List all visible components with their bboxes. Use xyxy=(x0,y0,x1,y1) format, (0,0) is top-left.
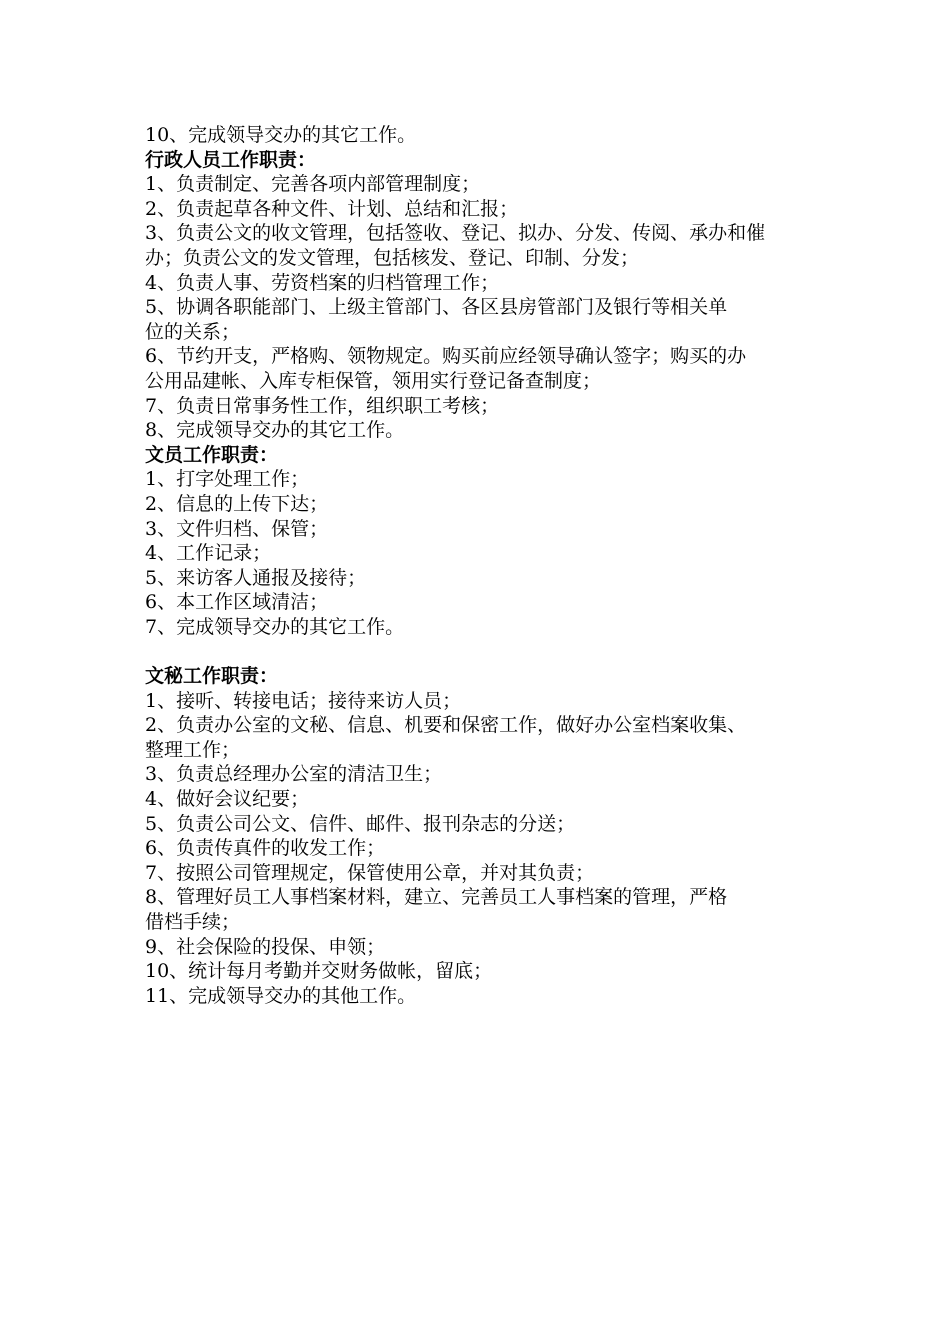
secretary-duty-line: 6、负责传真件的收发工作； xyxy=(145,837,386,860)
secretary-duty-line: 整理工作； xyxy=(145,738,241,761)
secretary-duties-section xyxy=(145,664,817,1008)
intro-section xyxy=(145,123,817,148)
clerk-duties-section xyxy=(145,443,817,640)
secretary-duty-line: 8、管理好员工人事档案材料，建立、完善员工人事档案的管理，严格 xyxy=(145,886,728,909)
secretary-duty-line: 5、负责公司公文、信件、邮件、报刊杂志的分送； xyxy=(145,812,576,835)
secretary-duty-line: 11、完成领导交办的其他工作。 xyxy=(145,984,417,1007)
admin-duty-line: 1、负责制定、完善各项内部管理制度； xyxy=(145,173,481,196)
admin-duty-line: 4、负责人事、劳资档案的归档管理工作； xyxy=(145,271,500,294)
admin-duty-line: 3、负责公文的收文管理，包括签收、登记、拟办、分发、传阅、承办和催 xyxy=(145,222,766,245)
clerk-duty-line: 2、信息的上传下达； xyxy=(145,492,329,515)
admin-duty-line: 2、负责起草各种文件、计划、总结和汇报； xyxy=(145,197,519,220)
clerk-duty-line: 5、来访客人通报及接待； xyxy=(145,566,367,589)
admin-duties-heading: 行政人员工作职责： xyxy=(145,148,317,171)
clerk-duty-line: 6、本工作区域清洁； xyxy=(145,591,329,614)
admin-duty-line: 6、节约开支，严格购、领物规定。购买前应经领导确认签字；购买的办 xyxy=(145,345,747,368)
admin-duty-line: 8、完成领导交办的其它工作。 xyxy=(145,419,405,442)
intro-line-1: 10、完成领导交办的其它工作。 xyxy=(145,124,417,146)
admin-duty-line: 位的关系； xyxy=(145,320,241,343)
secretary-duties-heading: 文秘工作职责： xyxy=(145,665,279,688)
secretary-duty-line: 借档手续； xyxy=(145,911,241,933)
admin-duty-line: 公用品建帐、入库专柜保管，领用实行登记备查制度； xyxy=(145,369,602,392)
clerk-duties-heading: 文员工作职责： xyxy=(145,443,279,466)
admin-duty-line: 办；负责公文的发文管理，包括核发、登记、印制、分发； xyxy=(145,246,640,269)
secretary-duty-line: 4、做好会议纪要； xyxy=(145,788,310,811)
document-body xyxy=(145,123,817,1008)
secretary-duty-line: 7、按照公司管理规定，保管使用公章，并对其负责； xyxy=(145,861,595,884)
secretary-duty-line: 9、社会保险的投保、申领； xyxy=(145,935,386,958)
clerk-duty-line: 1、打字处理工作； xyxy=(145,468,310,491)
clerk-duty-line: 3、文件归档、保管； xyxy=(145,517,329,540)
secretary-duty-line: 2、负责办公室的文秘、信息、机要和保密工作，做好办公室档案收集、 xyxy=(145,714,747,737)
secretary-duty-line: 1、接听、转接电话；接待来访人员； xyxy=(145,689,462,712)
secretary-duty-line: 3、负责总经理办公室的清洁卫生； xyxy=(145,763,443,786)
clerk-duty-line: 4、工作记录； xyxy=(145,542,272,565)
admin-duty-line: 5、协调各职能部门、上级主管部门、各区县房管部门及银行等相关单 xyxy=(145,296,728,319)
admin-duties-section xyxy=(145,148,817,443)
secretary-duty-line: 10、统计每月考勤并交财务做帐，留底； xyxy=(145,960,493,983)
clerk-duty-line: 7、完成领导交办的其它工作。 xyxy=(145,615,405,638)
admin-duty-line: 7、负责日常事务性工作，组织职工考核； xyxy=(145,394,500,417)
blank-line xyxy=(145,639,817,664)
